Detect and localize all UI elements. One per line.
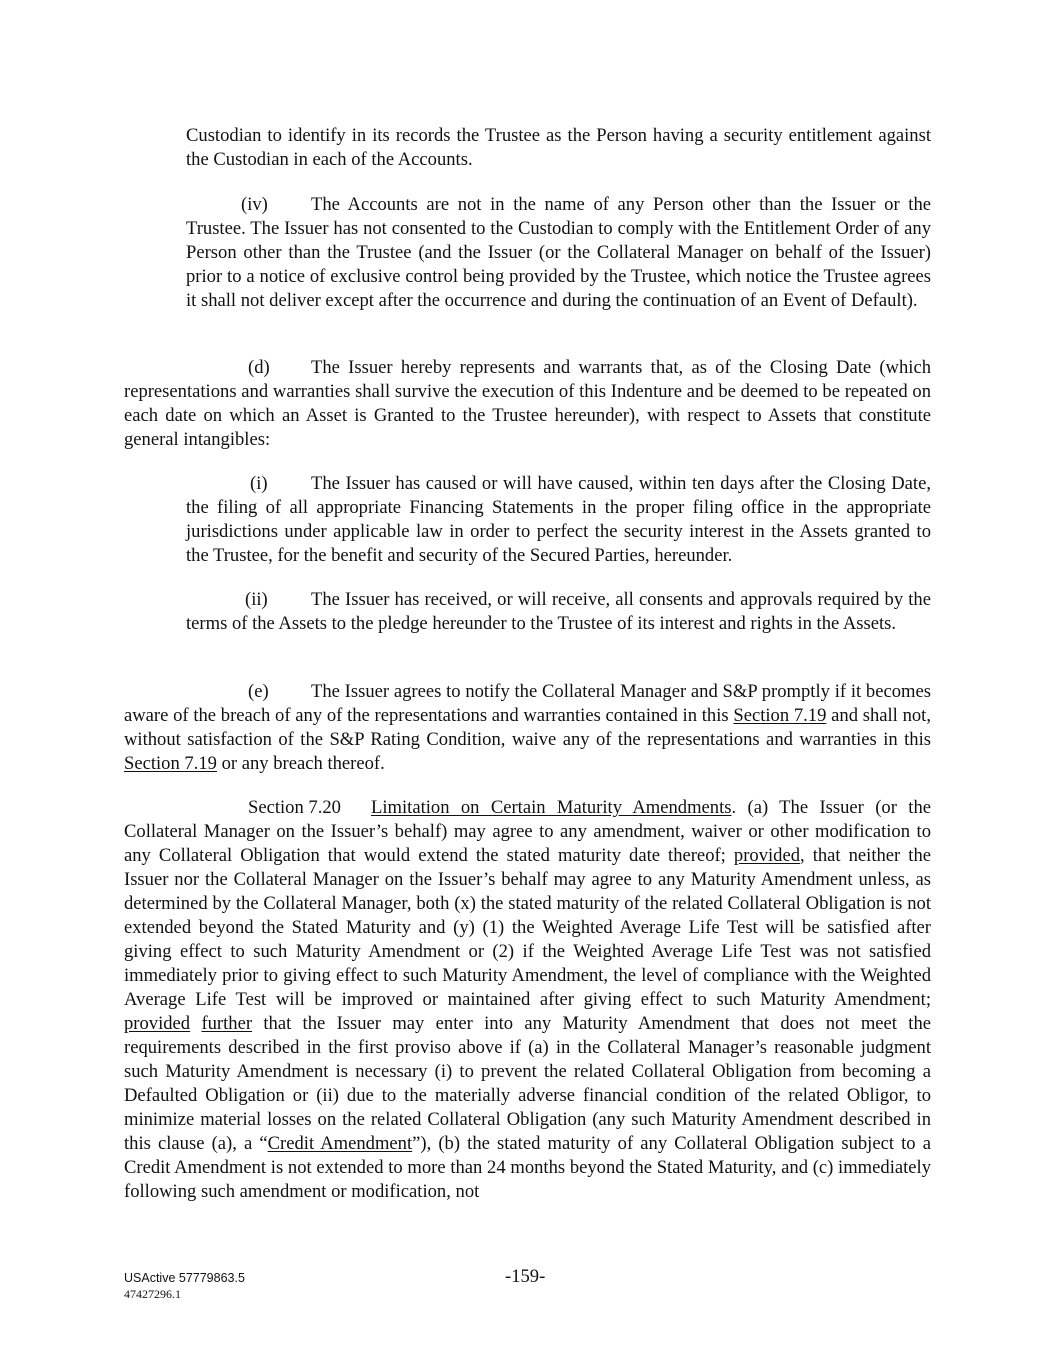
paragraph-iv [186, 193, 931, 313]
clause-marker-i: (i) [250, 473, 268, 494]
paragraph-e-text-2: and shall not, without satisfaction of the S&P Rating Condition, waive any of the representations and warranties in this [124, 705, 931, 750]
section-7-20-text-1: . (a) The Issuer (or the Collateral Manager on the Issuer’s behalf) may agree to any amendment, waiver or other modification to any Collateral Obligation that would extend the stated maturity date thereof; [124, 797, 932, 866]
provided-term: provided [733, 845, 801, 866]
section-7-19-reference: Section 7.19 [124, 753, 217, 774]
document-id-secondary: 47427296.1 [124, 1287, 181, 1301]
section-7-19-reference: Section 7.19 [733, 705, 827, 726]
paragraph-ii-text: The Issuer has received, or will receive, all consents and approvals required by the terms of the Assets to the pledge hereunder to the Trustee of its interest and rights in the Assets. [186, 589, 931, 634]
footer-document-ids [124, 1270, 245, 1302]
section-number: Section 7.20 [248, 797, 341, 818]
document-id-primary: USActive 57779863.5 [124, 1271, 245, 1285]
clause-marker-d: (d) [248, 357, 270, 378]
clause-marker-iv: (iv) [241, 194, 268, 215]
clause-marker-ii: (ii) [245, 589, 268, 610]
paragraph-e-text-3: or any breach thereof. [221, 753, 385, 774]
paragraph-iv-text: The Accounts are not in the name of any Person other than the Issuer or the Trustee. The Issuer has not consented to the Custodian to comply with the Entitlement Order of any Person other than the Trustee (and the Issuer (or the Collateral Manager on behalf of the Issuer) prior to a notice of exclusive control being provided by the Trustee, which notice the Trustee agrees it shall not deliver except after the occurrence and during the continuation of an Event of Default). [186, 194, 931, 311]
section-heading: Limitation on Certain Maturity Amendments [371, 797, 732, 818]
paragraph-e [124, 680, 931, 776]
paragraph-d-text: The Issuer hereby represents and warrants that, as of the Closing Date (which representations and warranties shall survive the execution of this Indenture and be deemed to be repeated on each date on which an Asset is Granted to the Trustee hereunder), with respect to Assets that constitute general intangibles: [124, 357, 931, 450]
paragraph-ii [186, 588, 931, 636]
paragraph-custodian [186, 124, 931, 172]
paragraph-d [124, 356, 931, 452]
page-number: -159- [505, 1266, 546, 1287]
paragraph-i-text: The Issuer has caused or will have caused, within ten days after the Closing Date, the filing of all appropriate Financing Statements in the proper filing office in the appropriate jurisdictions under applicable law in order to perfect the security interest in the Assets granted to the Trustee, for the benefit and security of the Secured Parties, hereunder. [186, 473, 931, 566]
further-term: further [201, 1013, 253, 1034]
section-7-20-text-4: ”), (b) the stated maturity of any Collateral Obligation subject to a Credit Amendment is not extended to more than 24 months beyond the Stated Maturity, and (c) immediately following such amendment or modification, not [124, 1133, 931, 1202]
provided-term: provided [124, 1013, 191, 1034]
paragraph-e-text-1: The Issuer agrees to notify the Collateral Manager and S&P promptly if it becomes aware of the breach of any of the representations and warranties contained in this [124, 681, 931, 726]
section-7-20-text-2: , that neither the Issuer nor the Collateral Manager on the Issuer’s behalf may agree to any Maturity Amendment unless, as determined by the Collateral Manager, both (x) the stated maturity of the related Collateral Obligation is not extended beyond the Stated Maturity and (y) (1) the Weighted Average Life Test will be satisfied after giving effect to such Maturity Amendment or (2) if the Weighted Average Life Test was not satisfied immediately prior to giving effect to such Maturity Amendment, the level of compliance with the Weighted Average Life Test will be improved or maintained after giving effect to such Maturity Amendment; [124, 845, 931, 1010]
clause-marker-e: (e) [248, 681, 269, 702]
section-7-20-text-3: that the Issuer may enter into any Maturity Amendment that does not meet the requirements described in the first proviso above if (a) in the Collateral Manager’s reasonable judgment such Maturity Amendment is necessary (i) to prevent the related Collateral Obligation from becoming a Defaulted Obligation or (ii) due to the materially adverse financial condition of the related Obligor, to minimize material losses on the related Collateral Obligation (any such Maturity Amendment described in this clause (a), a “ [124, 1013, 931, 1154]
paragraph-i [186, 472, 931, 568]
section-7-20-paragraph [124, 796, 931, 1204]
paragraph-custodian-text: Custodian to identify in its records the Trustee as the Person having a security entitlement against the Custodian in each of the Accounts. [186, 125, 931, 170]
credit-amendment-term: Credit Amendment [267, 1133, 413, 1154]
